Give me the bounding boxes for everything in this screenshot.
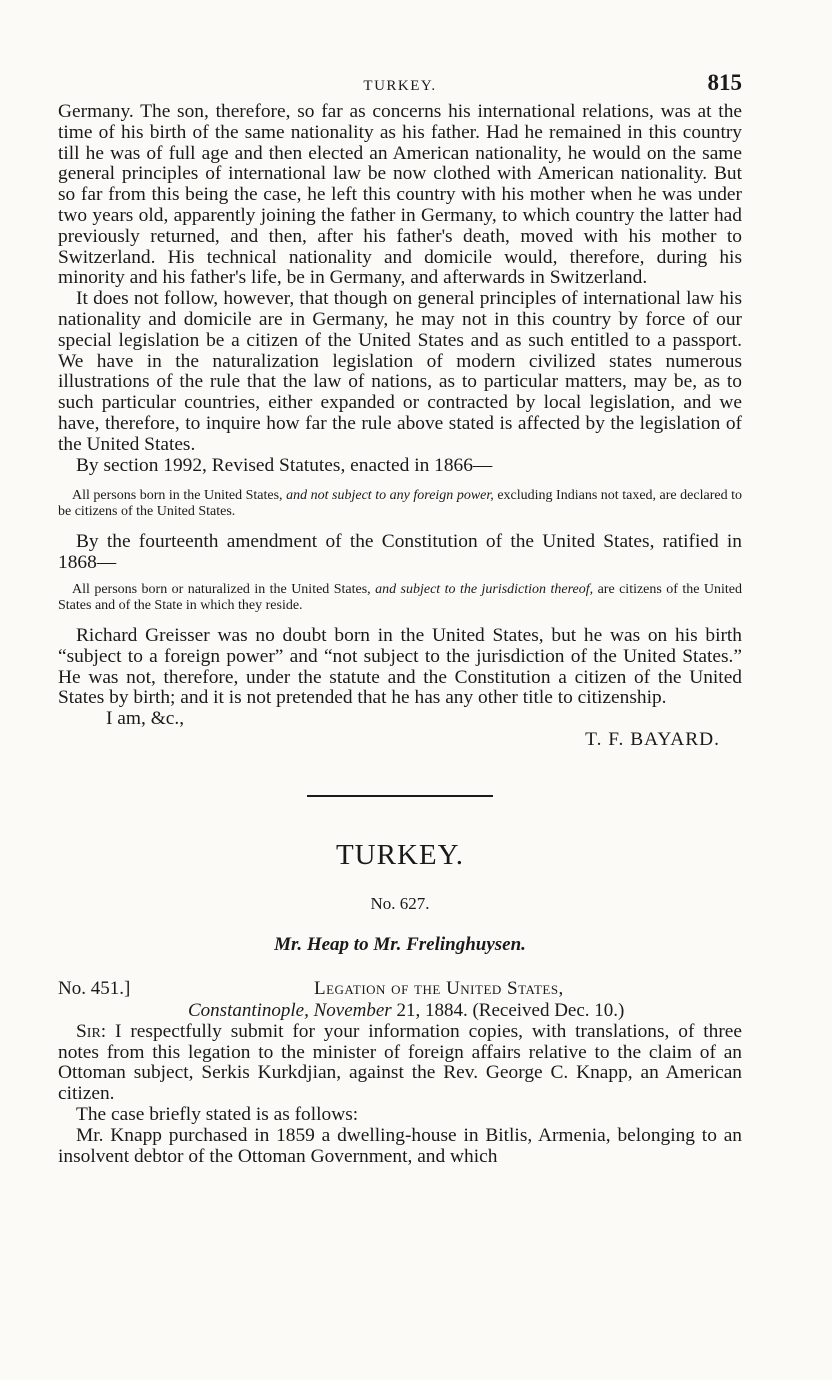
section-title: TURKEY. [335,838,465,871]
paragraph [58,1022,742,1105]
quote-italic: and subject to the jurisdiction thereof, [375,581,594,597]
paragraph: By section 1992, Revised Statutes, enacted in 1866— [76,454,493,476]
document-page [58,70,742,1167]
page-header [58,70,742,102]
paragraph-text: I respectfully submit for your information copies, with translations, of three notes from this legation to the minister of foreign affairs relative to the claim of an Ottoman subject, Serkis Kurkdjian, against the Rev. George C. Knapp, an American citizen. [58,1020,742,1105]
running-head: TURKEY. [363,78,437,94]
paragraph: Richard Greisser was no doubt born in the United States, but he was on his birth “subject to a foreign power” and “not subject to the jurisdiction of the United States.” He was not, therefore, under the statute and the Constitution a citizen of the United States by birth; and it is not pretended that he has any other title to citizenship. [58,624,742,709]
letter-text [58,1022,742,1168]
despatch-number: No. 451.] [58,977,131,999]
paragraph: By the fourteenth amendment of the Constitution of the United States, ratified in 1868— [58,531,742,574]
paragraph: Germany. The son, therefore, so far as concerns his international relations, was at the time of his birth of the same nationality as his father. Had he remained in this country till he was of full age and then elected an American nationality, he would on the same general principles of international law be now clothed with American nationality. But so far from this being the case, he left this country with his mother when he was under two years old, apparently joining the father in Germany, to which country the latter had previously returned, and then, after his father's death, moved with his mother to Switzerland. His technical nationality and domicile would, therefore, during his minority and his father's life, be in Germany, and afterwards in Switzerland. [58,101,742,289]
letter-salutation: Sir: [76,1020,107,1042]
document-number: No. 627. [370,893,430,913]
place-date-rest: 21, 1884. (Received Dec. 10.) [396,999,625,1021]
quote-text: are citizens of the United States and of the State in which they reside. [58,581,743,613]
dateline [58,978,742,1022]
closing-salutation: I am, &c., [106,708,185,730]
paragraph: The case briefly stated is as follows: [76,1103,359,1125]
signature: T. F. BAYARD. [585,728,720,750]
quote-italic: and not subject to any foreign power, [286,488,494,504]
quote-text: All persons born or naturalized in the United States, [72,581,371,597]
block-quote-amendment [58,582,742,614]
letter-body [58,102,742,751]
quote-text: excluding Indians not taxed, are declared to be citizens of the United States. [58,488,743,520]
legation-name: Legation of the United States, [314,977,564,999]
paragraph: Mr. Knapp purchased in 1859 a dwelling-house in Bitlis, Armenia, belonging to an insolvent debtor of the Ottoman Government, and which [58,1124,742,1167]
page-number: 815 [707,70,742,95]
document-heading: Mr. Heap to Mr. Frelinghuysen. [274,933,526,955]
block-quote-statute [58,488,742,520]
place-date-italic: Constantinople, November [188,999,392,1021]
paragraph: It does not follow, however, that though on general principles of international law his nationality and domicile are in Germany, he may not in this country by force of our special legislation be a citizen of the United States and as such entitled to a passport. We have in the naturalization legislation of modern civilized states numerous illustrations of the rule that the law of nations, as to particular matters, may be, as to such particular countries, either expanded or contracted by local legislation, and we have, therefore, to inquire how far the rule above stated is affected by the legislation of the United States. [58,288,742,455]
section-divider [307,795,493,797]
place-date [188,1000,624,1022]
quote-text: All persons born in the United States, [72,488,283,504]
